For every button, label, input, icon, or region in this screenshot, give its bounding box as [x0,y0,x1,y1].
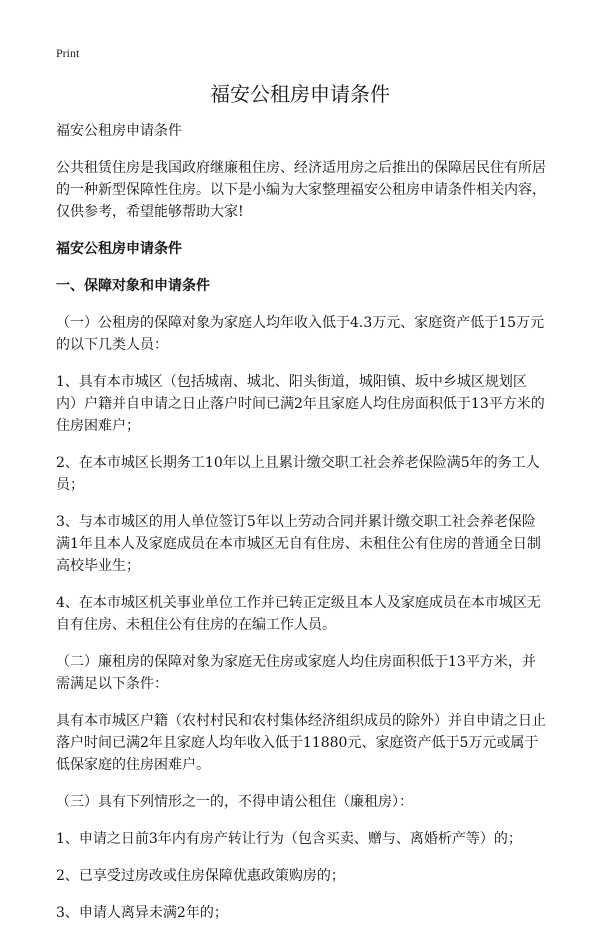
print-link[interactable]: Print [56,46,80,60]
paragraph-11: 3、申请人离异未满2年的； [56,905,228,921]
paragraph-6: （二）廉租房的保障对象为家庭无住房或家庭人均住房面积低于13平方米，并需满足以下条件： [56,654,536,692]
article-content [56,120,546,939]
paragraph-4: 3、与本市城区的用人单位签订5年以上劳动合同并累计缴交职工社会养老保险满1年且本人及家庭成员在本市城区无自有住房、未租住公有住房的普通全日制高校毕业生； [56,514,541,574]
paragraph-10: 2、已享受过房改或住房保障优惠政策购房的； [56,868,345,884]
page-title: 福安公租房申请条件 [210,82,390,106]
paragraph-3: 2、在本市城区长期务工10年以上且累计缴交职工社会养老保险满5年的务工人员； [56,455,540,493]
paragraph-8: （三）具有下列情形之一的，不得申请公租住（廉租房）： [56,794,413,810]
paragraph-2: 1、具有本市城区（包括城南、城北、阳头街道，城阳镇、坂中乡城区规划区内）户籍并自申请之日止落户时间已满2年且家庭人均住房面积低于13平方米的住房困难户； [56,374,545,434]
intro-label: 福安公租房申请条件 [56,123,182,139]
paragraph-9: 1、申请之日前3年内有房产转让行为（包含买卖、赠与、离婚析产等）的； [56,831,522,847]
subsection-heading: 一、保障对象和申请条件 [56,278,210,294]
paragraph-7: 具有本市城区户籍（农村村民和农村集体经济组织成员的除外）并自申请之日止落户时间已满2年且家庭人均年收入低于11880元、家庭资产低于5万元或属于低保家庭的住房困难户。 [56,713,546,773]
section-heading: 福安公租房申请条件 [56,241,182,257]
paragraph-1: （一）公租房的保障对象为家庭人均年收入低于4.3万元、家庭资产低于15万元的以下几类人员： [56,315,545,353]
paragraph-5: 4、在本市城区机关事业单位工作并已转正定级且本人及家庭成员在本市城区无自有住房、未租住公有住房的在编工作人员。 [56,595,541,633]
intro-paragraph: 公共租赁住房是我国政府继廉租住房、经济适用房之后推出的保障居民住有所居的一种新型保障性住房。以下是小编为大家整理福安公租房申请条件相关内容，仅供参考，希望能够帮助大家! [56,160,546,220]
